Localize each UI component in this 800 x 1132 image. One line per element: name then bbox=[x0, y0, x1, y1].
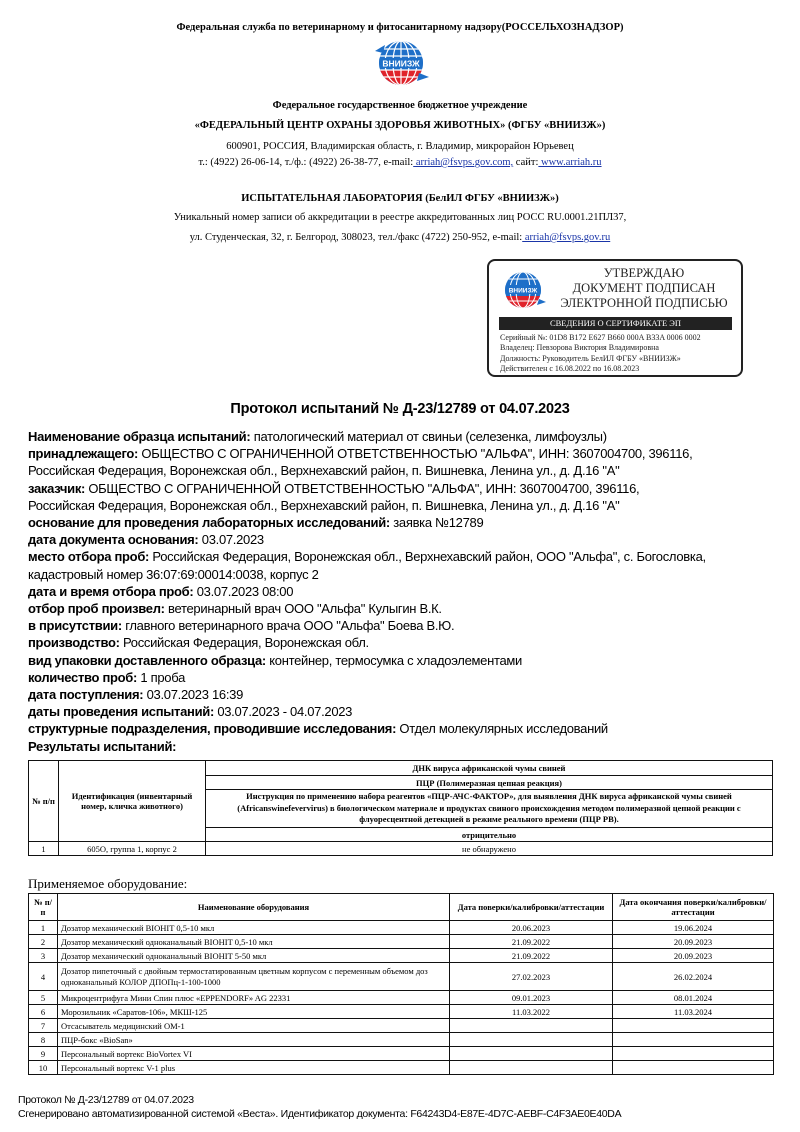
eq-name: Персональный вортекс V-1 plus bbox=[58, 1061, 450, 1075]
stamp-signed: ДОКУМЕНТ ПОДПИСАН bbox=[572, 281, 716, 295]
field-value: Российская Федерация, Воронежская обл., Верхнехавский район, ООО "Альфа", с. Богословка, bbox=[149, 549, 706, 565]
field-label: отбор проб произвел: bbox=[28, 601, 165, 617]
eq-name: Персональный вортекс BioVortex VI bbox=[58, 1047, 450, 1061]
institution-contacts bbox=[0, 157, 800, 168]
protocol-title: Протокол испытаний № Д-23/12789 от 04.07.2023 bbox=[230, 401, 570, 417]
equipment-table bbox=[28, 893, 774, 1075]
stamp-certificate-details bbox=[500, 333, 701, 374]
table-row bbox=[29, 991, 774, 1005]
test-norm-header: отрицительно bbox=[206, 828, 773, 842]
stamp-logo-icon bbox=[499, 269, 547, 311]
eq-number: 8 bbox=[29, 1033, 58, 1047]
field-value: главного ветеринарного врача ООО "Альфа" Боева В.Ю. bbox=[121, 618, 455, 634]
field-value: ветеринарный врач ООО "Альфа" Кулыгин В.К. bbox=[164, 601, 442, 617]
e-signature-stamp bbox=[487, 259, 743, 377]
field-label: в присутствии: bbox=[28, 618, 122, 634]
table-row bbox=[29, 963, 774, 991]
stamp-validity: Действителен с 16.08.2022 по 16.08.2023 bbox=[500, 363, 640, 373]
eq-number: 10 bbox=[29, 1061, 58, 1075]
table-row bbox=[29, 921, 774, 935]
field-value: Российская Федерация, Воронежская обл. bbox=[119, 635, 369, 651]
field-basis-date bbox=[28, 531, 793, 548]
field-value: кадастровый номер 36:07:69:00014:0038, корпус 2 bbox=[28, 566, 319, 582]
results-table bbox=[28, 760, 773, 856]
eq-name: Дозатор механический одноканальный BIOHIT 5-50 мкл bbox=[58, 949, 450, 963]
eq-name: ПЦР-бокс «BioSan» bbox=[58, 1033, 450, 1047]
field-value: Отдел молекулярных исследований bbox=[396, 721, 608, 737]
table-row bbox=[29, 842, 773, 856]
lab-email-link[interactable]: arriah@fsvps.gov.ru bbox=[522, 232, 611, 243]
field-customer-address bbox=[28, 497, 793, 514]
table-row bbox=[29, 935, 774, 949]
field-sampled-by bbox=[28, 600, 793, 617]
eq-date-end: 20.09.2023 bbox=[613, 935, 774, 949]
field-sampling-place-cont bbox=[28, 566, 793, 583]
field-label: место отбора проб: bbox=[28, 549, 150, 565]
eq-name: Отсасыватель медицинский ОМ-1 bbox=[58, 1019, 450, 1033]
stamp-serial: Серийный №: 01D8 B172 E627 B660 000A B33A 0006 0002 bbox=[500, 333, 701, 342]
eq-date-start bbox=[450, 1047, 613, 1061]
svg-text:ВНИИЗЖ: ВНИИЗЖ bbox=[508, 287, 538, 295]
row-identification: 605О, группа 1, корпус 2 bbox=[59, 842, 206, 856]
eq-date-start bbox=[450, 1061, 613, 1075]
eq-number: 5 bbox=[29, 991, 58, 1005]
svg-text:ВНИИЗЖ: ВНИИЗЖ bbox=[382, 58, 420, 69]
field-value: 03.07.2023 - 04.07.2023 bbox=[214, 704, 353, 720]
field-received-date bbox=[28, 686, 793, 703]
field-value: 1 проба bbox=[137, 669, 186, 685]
eq-date-end bbox=[613, 1061, 774, 1075]
eq-name: Дозатор механический BIOHIT 0,5-10 мкл bbox=[58, 921, 450, 935]
field-departments bbox=[28, 720, 793, 737]
field-label: Результаты испытаний: bbox=[28, 738, 177, 754]
field-production bbox=[28, 634, 793, 651]
field-label: основание для проведения лабораторных исследований: bbox=[28, 515, 390, 531]
eq-date-start: 09.01.2023 bbox=[450, 991, 613, 1005]
field-label: количество проб: bbox=[28, 669, 138, 685]
institution-address: 600901, РОССИЯ, Владимирская область, г. Владимир, микрорайон Юрьевец bbox=[226, 141, 574, 152]
lab-accreditation: Уникальный номер записи об аккредитации в реестре аккредитованных лиц РОСС RU.0001.21ПЛ37, bbox=[173, 212, 627, 223]
results-heading bbox=[28, 738, 793, 755]
equipment-label: Применяемое оборудование: bbox=[28, 876, 188, 891]
field-packaging bbox=[28, 652, 793, 669]
eq-number: 6 bbox=[29, 1005, 58, 1019]
row-number: 1 bbox=[29, 842, 59, 856]
table-row bbox=[29, 1061, 774, 1075]
eq-date-end: 19.06.2024 bbox=[613, 921, 774, 935]
eq-col-date-end-header: Дата окончания поверки/калибровки/аттестации bbox=[613, 894, 774, 921]
footer-protocol: Протокол № Д-23/12789 от 04.07.2023 bbox=[18, 1094, 194, 1106]
eq-date-end: 08.01.2024 bbox=[613, 991, 774, 1005]
eq-col-date-start-header: Дата поверки/калибровки/аттестации bbox=[450, 894, 613, 921]
field-value: Российская Федерация, Воронежская обл., Верхнехавский район, п. Вишневка, Ленина ул., д. Д.16 "А" bbox=[28, 497, 620, 513]
stamp-position: Должность: Руководитель БелИЛ ФГБУ «ВНИИЗЖ» bbox=[500, 353, 681, 363]
test-instruction-header: Инструкция по применению набора реагентов «ПЦР-АЧС-ФАКТОР», для выявления ДНК вируса африканской чумы свиней (Africanswinefevervirus) в биологическом материале и продуктах свиного происхождения методом полимеразной цепной реакции с флуоресцентной детекцией в режиме реального времени (ПЦР РВ). bbox=[206, 790, 773, 828]
test-name-header: ДНК вируса африканской чумы свиней bbox=[206, 761, 773, 776]
eq-number: 4 bbox=[29, 963, 58, 991]
col-identification-header: Идентификация (инвентарный номер, кличка животного) bbox=[59, 761, 206, 842]
field-owner-address bbox=[28, 462, 793, 479]
table-row bbox=[29, 1033, 774, 1047]
eq-col-name-header: Наименование оборудования bbox=[58, 894, 450, 921]
field-sampling-place bbox=[28, 548, 793, 565]
table-row bbox=[29, 949, 774, 963]
field-label: даты проведения испытаний: bbox=[28, 704, 215, 720]
field-label: вид упаковки доставленного образца: bbox=[28, 652, 266, 668]
col-number-header: № п/п bbox=[29, 761, 59, 842]
eq-date-start: 21.09.2022 bbox=[450, 935, 613, 949]
stamp-certificate-bar: СВЕДЕНИЯ О СЕРТИФИКАТЕ ЭП bbox=[499, 317, 732, 330]
field-label: дата и время отбора проб: bbox=[28, 583, 194, 599]
eq-date-start: 20.06.2023 bbox=[450, 921, 613, 935]
field-value: ОБЩЕСТВО С ОГРАНИЧЕННОЙ ОТВЕТСТВЕННОСТЬЮ "АЛЬФА", ИНН: 3607004700, 396116, bbox=[85, 480, 640, 496]
field-label: дата поступления: bbox=[28, 687, 144, 703]
eq-date-start bbox=[450, 1019, 613, 1033]
eq-date-end: 20.09.2023 bbox=[613, 949, 774, 963]
test-method-header: ПЦР (Полимеразная цепная реакция) bbox=[206, 776, 773, 790]
eq-date-start bbox=[450, 1033, 613, 1047]
field-label: заказчик: bbox=[28, 480, 86, 496]
eq-date-start: 21.09.2022 bbox=[450, 949, 613, 963]
field-value: Российская Федерация, Воронежская обл., Верхнехавский район, п. Вишневка, Ленина ул., д. Д.16 "А" bbox=[28, 463, 620, 479]
eq-name: Микроцентрифуга Мини Спин плюс «EPPENDORF» AG 22331 bbox=[58, 991, 450, 1005]
field-label: Наименование образца испытаний: bbox=[28, 429, 251, 444]
field-value: заявка №12789 bbox=[389, 515, 484, 531]
lab-address bbox=[0, 232, 800, 243]
stamp-approve: УТВЕРЖДАЮ bbox=[603, 266, 685, 280]
contacts-text: т.: (4922) 26-06-14, т./ф.: (4922) 26-38-77, e-mail: bbox=[198, 157, 414, 168]
table-row bbox=[29, 1019, 774, 1033]
table-row bbox=[29, 1005, 774, 1019]
eq-date-end: 11.03.2024 bbox=[613, 1005, 774, 1019]
field-sample-name bbox=[28, 428, 793, 445]
eq-date-end bbox=[613, 1047, 774, 1061]
table-row bbox=[29, 1047, 774, 1061]
stamp-owner: Владелец: Певзорова Виктория Владимировна bbox=[500, 343, 659, 353]
eq-name: Дозатор механический одноканальный BIOHIT 0,5-10 мкл bbox=[58, 935, 450, 949]
site-label: сайт: bbox=[513, 157, 539, 168]
field-value: патологический материал от свиньи (селезенка, лимфоузлы) bbox=[250, 429, 607, 444]
institution-site-link[interactable]: www.arriah.ru bbox=[538, 157, 602, 168]
field-test-dates bbox=[28, 703, 793, 720]
eq-number: 1 bbox=[29, 921, 58, 935]
stamp-electronic: ЭЛЕКТРОННОЙ ПОДПИСЬЮ bbox=[560, 296, 728, 310]
lab-name: ИСПЫТАТЕЛЬНАЯ ЛАБОРАТОРИЯ (БелИЛ ФГБУ «ВНИИЗЖ») bbox=[241, 193, 559, 204]
field-customer bbox=[28, 480, 793, 497]
field-label: дата документа основания: bbox=[28, 532, 199, 548]
institution-name: «ФЕДЕРАЛЬНЫЙ ЦЕНТР ОХРАНЫ ЗДОРОВЬЯ ЖИВОТНЫХ» (ФГБУ «ВНИИЗЖ») bbox=[194, 120, 606, 131]
field-value: ОБЩЕСТВО С ОГРАНИЧЕННОЙ ОТВЕТСТВЕННОСТЬЮ "АЛЬФА", ИНН: 3607004700, 396116, bbox=[138, 446, 693, 462]
eq-date-end bbox=[613, 1033, 774, 1047]
institution-type: Федеральное государственное бюджетное учреждение bbox=[272, 100, 528, 111]
eq-col-number-header: № п/п bbox=[29, 894, 58, 921]
eq-number: 7 bbox=[29, 1019, 58, 1033]
sample-details bbox=[28, 428, 793, 755]
eq-number: 3 bbox=[29, 949, 58, 963]
field-value: 03.07.2023 16:39 bbox=[143, 687, 244, 703]
lab-address-text: ул. Студенческая, 32, г. Белгород, 308023, тел./факс (4722) 250-952, e-mail: bbox=[189, 232, 523, 243]
stamp-title bbox=[549, 266, 739, 311]
eq-date-end: 26.02.2024 bbox=[613, 963, 774, 991]
field-sampling-datetime bbox=[28, 583, 793, 600]
eq-name: Морозильник «Саратов-106», МКШ-125 bbox=[58, 1005, 450, 1019]
eq-date-start: 11.03.2022 bbox=[450, 1005, 613, 1019]
eq-date-end bbox=[613, 1019, 774, 1033]
agency-name: Федеральная служба по ветеринарному и фитосанитарному надзору(РОССЕЛЬХОЗНАДЗОР) bbox=[176, 22, 624, 33]
eq-date-start: 27.02.2023 bbox=[450, 963, 613, 991]
eq-number: 9 bbox=[29, 1047, 58, 1061]
field-owner bbox=[28, 445, 793, 462]
field-sample-count bbox=[28, 669, 793, 686]
field-value: 03.07.2023 bbox=[198, 532, 264, 548]
field-value: контейнер, термосумка с хладоэлементами bbox=[265, 652, 522, 668]
vniizzh-logo-icon bbox=[369, 37, 433, 89]
field-in-presence bbox=[28, 617, 793, 634]
eq-name: Дозатор пипеточный с двойным термостатированным цветным корпусом с переменным объемом доз одноканальный КОЛОР ДПОПц-1-100-1000 bbox=[58, 963, 450, 991]
field-label: принадлежащего: bbox=[28, 446, 139, 462]
field-label: структурные подразделения, проводившие исследования: bbox=[28, 721, 397, 737]
footer-generated: Сгенерировано автоматизированной системой «Веста». Идентификатор документа: F64243D4-E87E-4D7C-AEBF-C4F3AE0E40DA bbox=[18, 1108, 622, 1120]
field-value: 03.07.2023 08:00 bbox=[193, 583, 294, 599]
field-label: производство: bbox=[28, 635, 120, 651]
row-result: не обнаружено bbox=[206, 842, 773, 856]
institution-email-link[interactable]: arriah@fsvps.gov.com, bbox=[413, 157, 514, 168]
eq-number: 2 bbox=[29, 935, 58, 949]
field-basis bbox=[28, 514, 793, 531]
